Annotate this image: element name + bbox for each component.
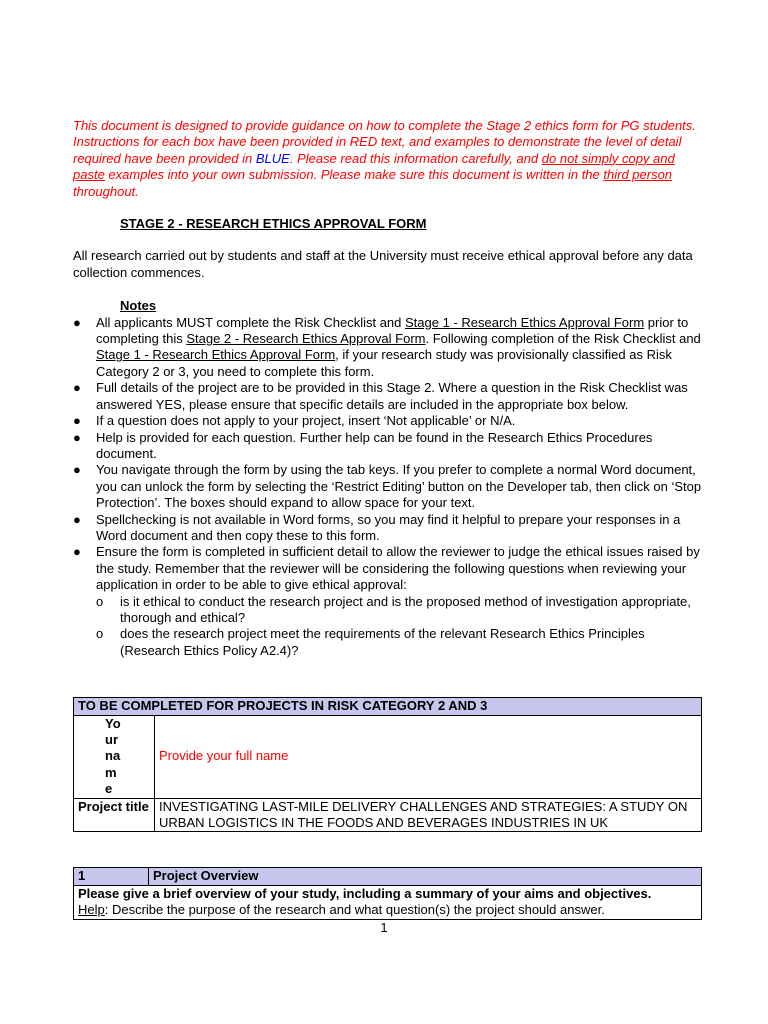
notes-heading: Notes — [120, 298, 157, 314]
sub-note-text: does the research project meet the requirements of the relevant Research Ethics Principles (Research Ethics Policy A2.4)? — [120, 626, 645, 658]
circle-bullet-icon: o — [96, 593, 104, 609]
bullet-icon: ● — [73, 544, 81, 560]
sub-list-item — [96, 594, 703, 627]
link-stage1-form-2: Stage 1 - Research Ethics Approval Form — [96, 347, 336, 363]
note-text: Spellchecking is not available in Word forms, so you may find it helpful to prepare your responses in a Word document and then copy these to this form. — [96, 511, 681, 543]
section-number: 1 — [74, 868, 149, 885]
circle-bullet-icon: o — [96, 626, 104, 642]
note-text: Full details of the project are to be provided in this Stage 2. Where a question in the Risk Checklist was answered YES, please ensure that specific details are included in the appropriate box below. — [96, 380, 688, 412]
intro-part4: throughout. — [73, 183, 139, 199]
bullet-icon: ● — [73, 413, 81, 429]
list-item — [73, 462, 703, 511]
bullet-icon: ● — [73, 314, 81, 330]
document-page — [73, 118, 703, 920]
applicant-details-table — [73, 697, 702, 832]
link-stage2-form: Stage 2 - Research Ethics Approval Form — [186, 331, 426, 347]
name-label-cell — [74, 715, 155, 798]
list-item — [73, 512, 703, 545]
note-text: All applicants MUST complete the Risk Checklist and — [96, 314, 405, 330]
notes-list — [73, 315, 703, 660]
bullet-icon: ● — [73, 429, 81, 445]
project-title-field[interactable]: INVESTIGATING LAST-MILE DELIVERY CHALLENGES AND STRATEGIES: A STUDY ON URBAN LOGISTICS IN THE FOODS AND BEVERAGES INDUSTRIES IN UK — [155, 798, 702, 832]
note-text: If a question does not apply to your project, insert ‘Not applicable’ or N/A. — [96, 413, 516, 429]
section-heading: Project Overview — [149, 868, 702, 885]
sub-list-item — [96, 626, 703, 659]
overview-question-cell[interactable] — [74, 885, 702, 919]
full-name-field[interactable]: Provide your full name — [155, 715, 702, 798]
list-item — [73, 430, 703, 463]
guidance-intro — [73, 118, 703, 200]
name-label: Your name — [105, 715, 121, 797]
table-header: TO BE COMPLETED FOR PROJECTS IN RISK CATEGORY 2 AND 3 — [74, 698, 702, 715]
intro-blue-word: BLUE — [255, 150, 290, 166]
overview-question: Please give a brief overview of your study, including a summary of your aims and objectives. — [78, 885, 652, 901]
sub-list — [96, 594, 703, 660]
intro-part3: examples into your own submission. Please make sure this document is written in the — [104, 167, 604, 183]
project-title-label: Project title — [74, 798, 155, 832]
list-item — [73, 413, 703, 429]
note-text: You navigate through the form by using the tab keys. If you prefer to complete a normal Word document, you can unlock the form by selecting the ‘Restrict Editing’ button on the Developer tab, then click on ‘Stop Protection’. The boxes should expand to allow space for your text. — [96, 462, 702, 511]
intro-part2: . Please read this information carefully, and — [289, 150, 542, 166]
note-text: Ensure the form is completed in sufficient detail to allow the reviewer to judge the ethical issues raised by the study. Remember that the reviewer will be considering the following questions when reviewing your application in order to be able to give ethical approval: — [96, 544, 700, 593]
help-line — [78, 902, 697, 918]
lead-paragraph: All research carried out by students and staff at the University must receive ethical approval before any data collection commences. — [73, 248, 693, 280]
list-item — [73, 544, 703, 659]
form-title: STAGE 2 - RESEARCH ETHICS APPROVAL FORM — [120, 216, 427, 232]
note-text: . Following completion of the Risk Checklist and — [425, 331, 701, 347]
bullet-icon: ● — [73, 511, 81, 527]
link-stage1-form: Stage 1 - Research Ethics Approval Form — [405, 314, 645, 330]
sub-note-text: is it ethical to conduct the research project and is the proposed method of investigation appropriate, thorough and ethical? — [120, 593, 691, 625]
page-number: 1 — [380, 920, 388, 935]
list-item — [73, 380, 703, 413]
note-text: prior to completing this — [96, 314, 689, 347]
bullet-icon: ● — [73, 462, 81, 478]
intro-underlined-third-person: third person — [603, 167, 673, 183]
note-text: Help is provided for each question. Further help can be found in the Research Ethics Procedures document. — [96, 429, 653, 461]
note-text: , if your research study was provisionally classified as Risk Category 2 or 3, you need to complete this form. — [96, 347, 672, 379]
intro-underlined-copy: do not simply copy and paste — [73, 150, 675, 183]
project-overview-table — [73, 867, 702, 919]
help-text: : Describe the purpose of the research and what question(s) the project should answer. — [104, 902, 605, 918]
bullet-icon: ● — [73, 380, 81, 396]
list-item — [73, 315, 703, 381]
intro-part1: This document is designed to provide guidance on how to complete the Stage 2 ethics form for PG students. Instructions for each box have been provided in RED text, and examples to demonstrate the level of detail required have been provided in — [73, 118, 696, 166]
help-label: Help — [78, 902, 105, 918]
